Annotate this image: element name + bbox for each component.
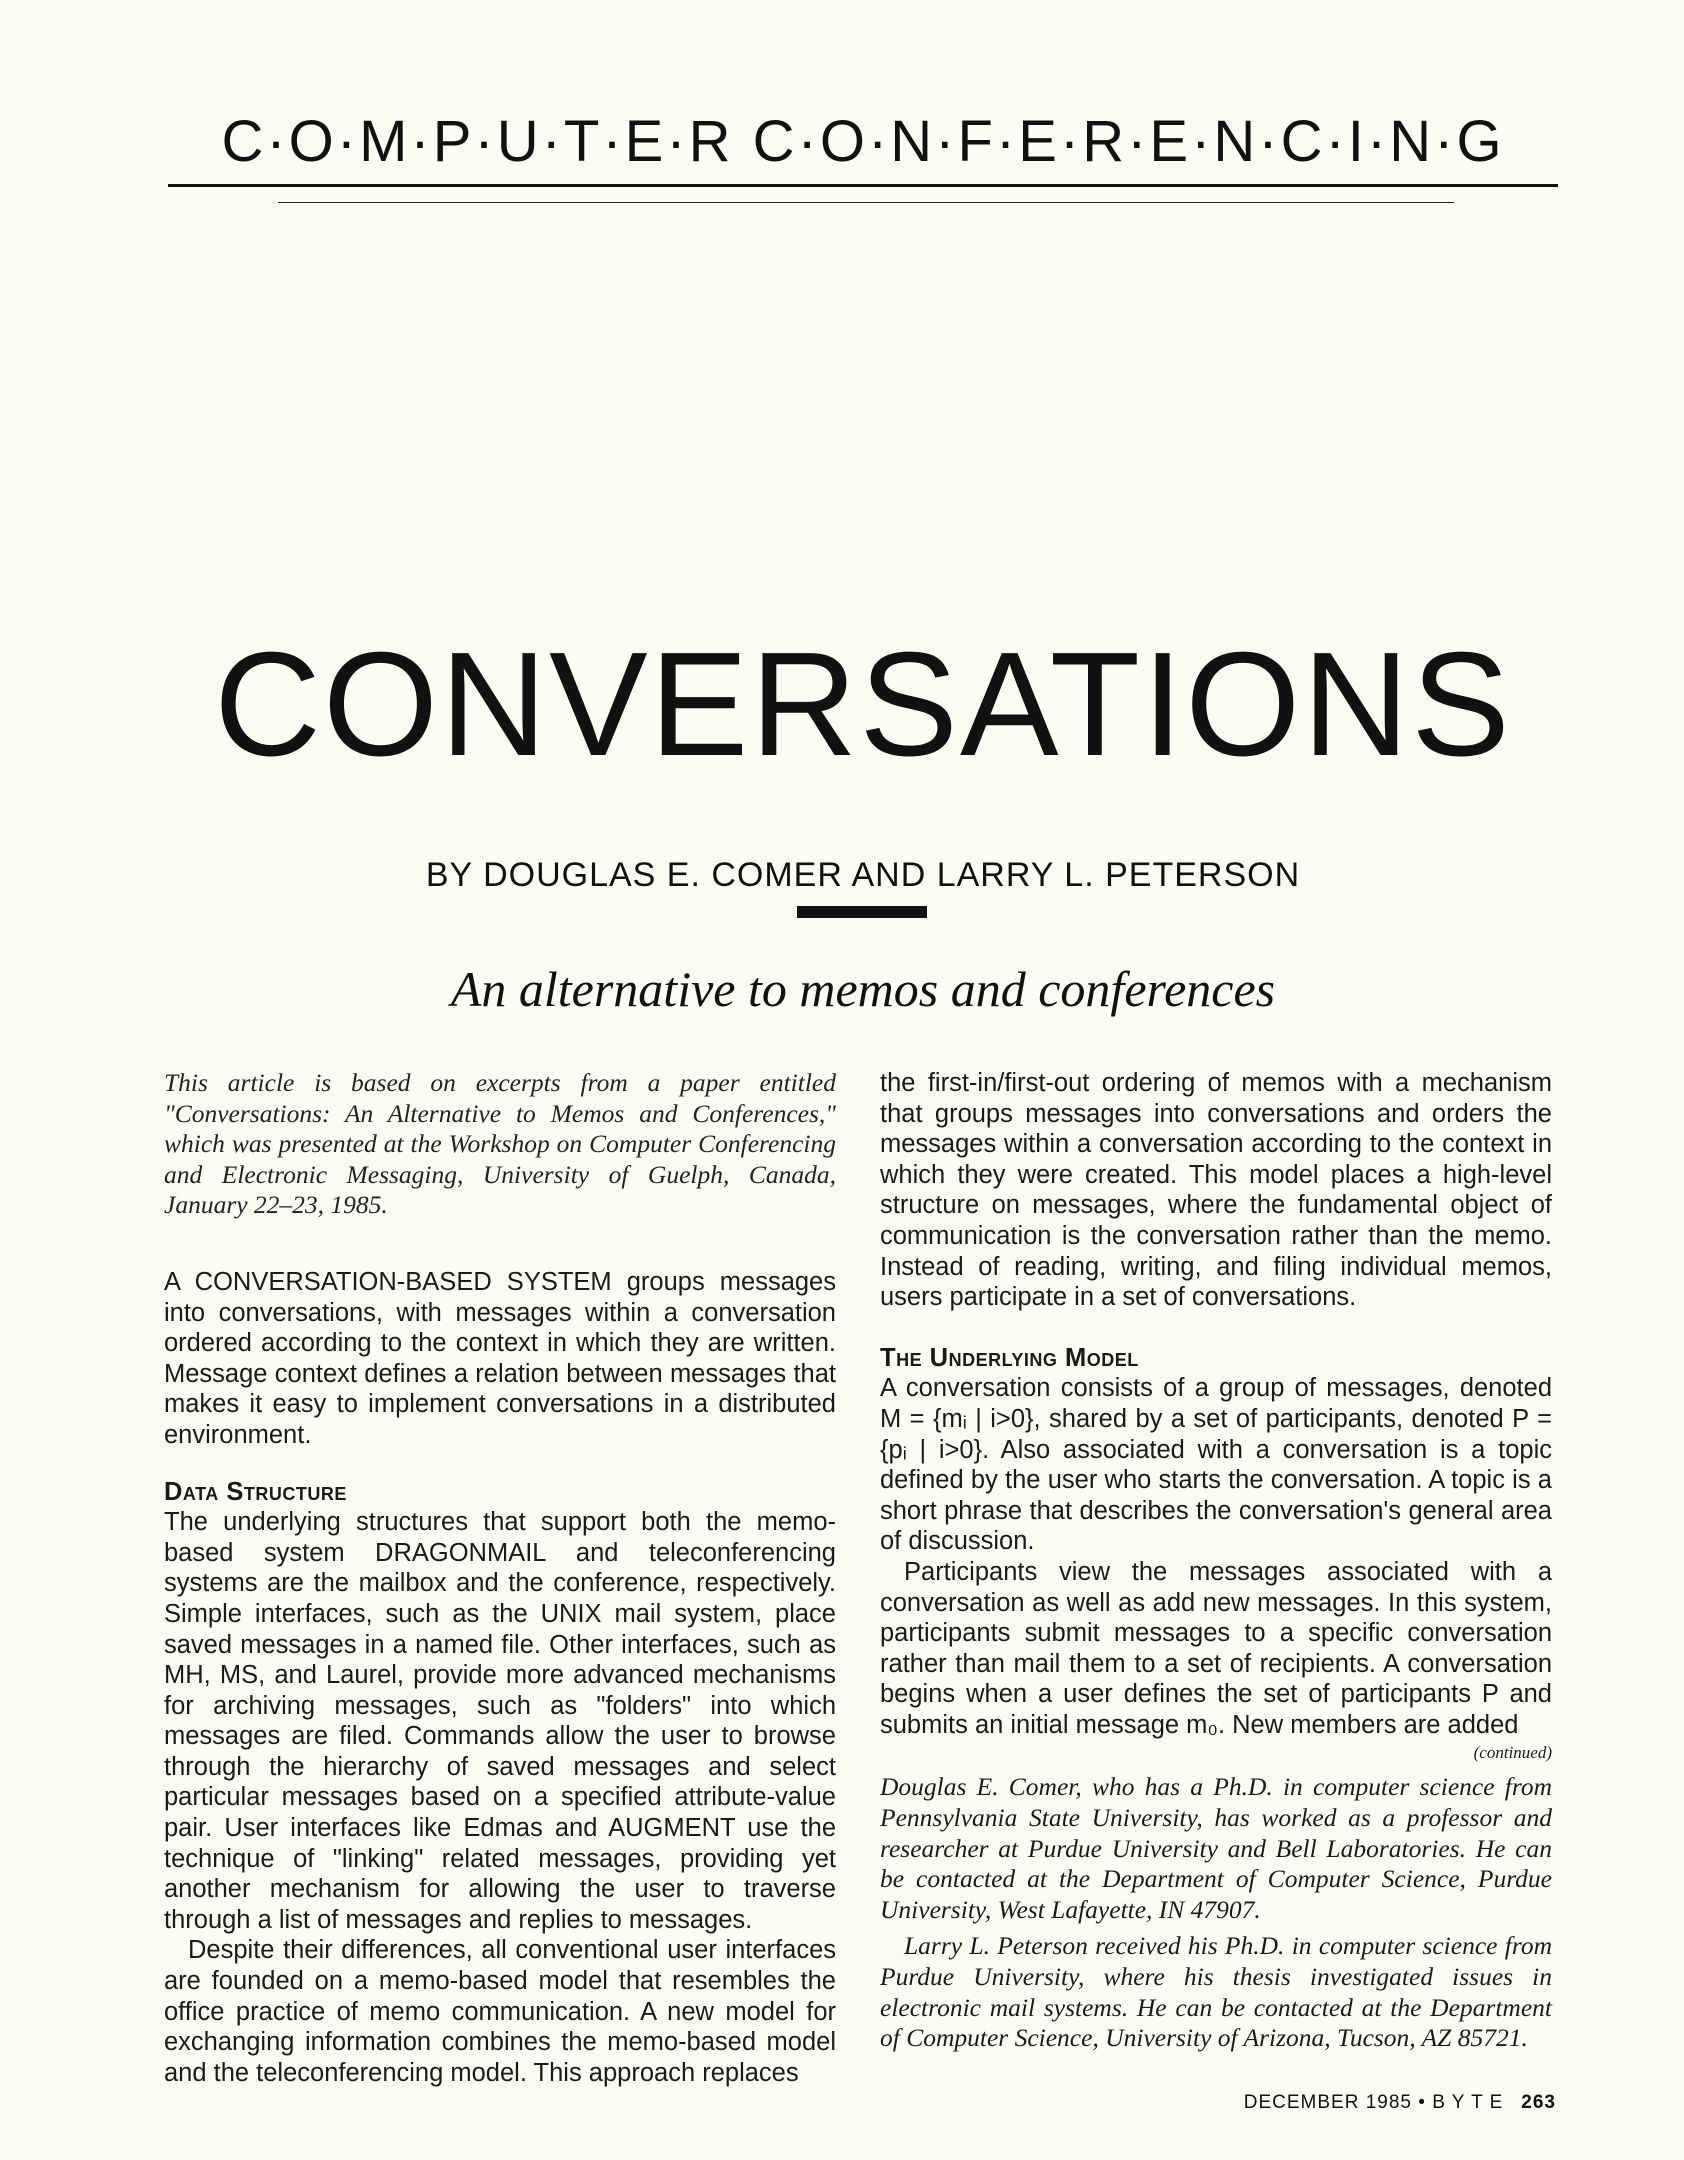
continued-marker: (continued): [1473, 1743, 1552, 1763]
right-column: [880, 1068, 1552, 2054]
page-footer: [880, 2092, 1556, 2114]
body-paragraph: the first-in/first-out ordering of memos with a mechanism that groups messages into conversations and orders the messages within a conversation according to the context in which they were created. This model places a high-level structure on messages, where the fundamental object of communication is the conversation rather than the memo. Instead of reading, writing, and filing individual memos, users participate in a set of conversations.: [880, 1069, 1552, 1312]
heading-underlying-model: The Underlying Model: [880, 1343, 1139, 1372]
body-paragraph: Participants view the messages associated with a conversation as well as add new messages. In this system, participants submit messages to a specific conversation rather than mail them to a set of recipients. A conversation begins when a user defines the set of participants P and submits an initial message m₀. New members are added: [880, 1557, 1552, 1739]
article-subtitle: An alternative to memos and conferences: [450, 961, 1276, 1017]
body-paragraph: The underlying structures that support both the memo-based system DRAGONMAIL and teleconferencing systems are the mailbox and the conference, respectively. Simple interfaces, such as the UNIX mail system, place saved messages in a named file. Other interfaces, such as MH, MS, and Laurel, provide more advanced mechanisms for archiving messages, such as "folders" into which messages are filed. Commands allow the user to browse through the hierarchy of saved messages and select particular messages based on a specified attribute-value pair. User interfaces like Edmas and AUGMENT use the technique of "linking" related messages, providing yet another mechanism for allowing the user to traverse through a list of messages and replies to messages.: [164, 1508, 836, 1934]
page-number: 263: [1521, 2092, 1556, 2113]
header-rule-thick: [168, 184, 1558, 187]
intro-note: This article is based on excerpts from a paper entitled "Conversations: An Alternative to Memos and Conferences," which was presented at the Workshop on Computer Conferencing and Electronic Messaging, University of Guelph, Canada, January 22–23, 1985.: [164, 1068, 836, 1220]
left-column: [164, 1068, 836, 2088]
article-title: CONVERSATIONS: [214, 622, 1512, 787]
header-rule-thin: [278, 202, 1454, 203]
byline-bar: [797, 906, 927, 918]
article-byline: BY DOUGLAS E. COMER AND LARRY L. PETERSON: [425, 856, 1301, 894]
section-header: C·O·M·P·U·T·E·R C·O·N·F·E·R·E·N·C·I·N·G: [221, 109, 1505, 174]
body-paragraph: Despite their differences, all conventional user interfaces are founded on a memo-based model that resembles the office practice of memo communication. A new model for exchanging information combines the memo-based model and the teleconferencing model. This approach replaces: [164, 1936, 836, 2087]
footer-issue: DECEMBER 1985 • B Y T E: [1243, 2092, 1504, 2113]
author-bio-peterson: Larry L. Peterson received his Ph.D. in computer science from Purdue University, where his thesis investigated issues in electronic mail systems. He can be contacted at the Department of Computer Science, University of Arizona, Tucson, AZ 85721.: [880, 1931, 1552, 2053]
body-paragraph: A conversation consists of a group of messages, denoted M = {mᵢ | i>0}, shared by a set of participants, denoted P = {pᵢ | i>0}. Also associated with a conversation is a topic defined by the user who starts the conversation. A topic is a short phrase that describes the conversation's general area of discussion.: [880, 1374, 1552, 1556]
author-bio-comer: Douglas E. Comer, who has a Ph.D. in computer science from Pennsylvania State University, has worked as a professor and researcher at Purdue University and Bell Laboratories. He can be contacted at the Department of Computer Science, Purdue University, West Lafayette, IN 47907.: [880, 1772, 1552, 1924]
lead-paragraph: A CONVERSATION-BASED SYSTEM groups messages into conversations, with messages within a conversation ordered according to the context in which they are written. Message context defines a relation between messages that makes it easy to implement conversations in a distributed environment.: [164, 1267, 836, 1449]
heading-data-structure: Data Structure: [164, 1477, 347, 1506]
